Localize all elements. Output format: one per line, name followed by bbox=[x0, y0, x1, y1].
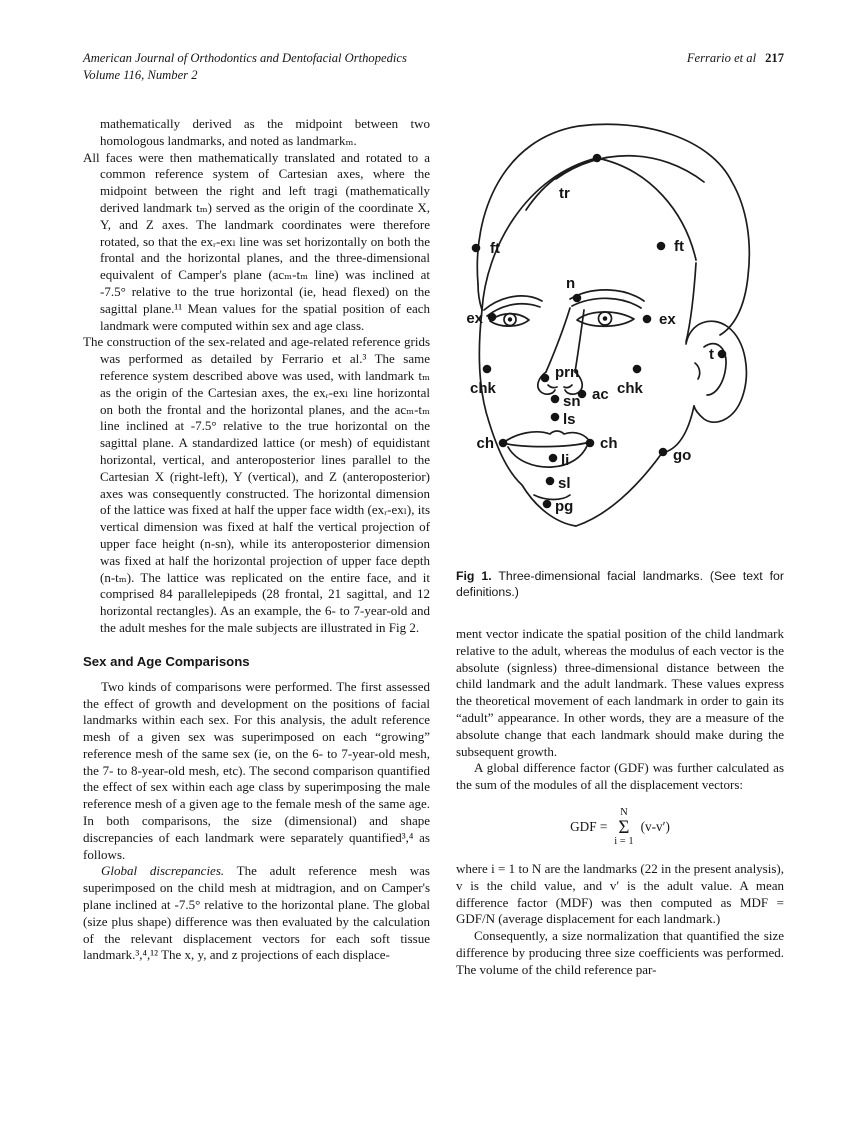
landmark-dot-ch-right bbox=[586, 439, 595, 448]
landmark-dot-go bbox=[659, 448, 668, 457]
right-eyebrow-lower-path bbox=[572, 298, 641, 308]
page-header bbox=[83, 50, 784, 83]
landmark-dot-n bbox=[573, 294, 582, 303]
sigma-lower-limit: i = 1 bbox=[614, 835, 634, 847]
figure-caption-text: Three-dimensional facial landmarks. (See text for definitions.) bbox=[456, 569, 784, 599]
paragraph-global-discrepancies bbox=[83, 863, 430, 964]
landmark-dot-prn bbox=[541, 374, 550, 383]
nose-right-bridge-path bbox=[575, 310, 584, 372]
sigma-notation bbox=[614, 807, 633, 848]
paragraph: where i = 1 to N are the landmarks (22 in the present analysis), v is the child value, and v′ is the adult value. A mean difference factor (MDF) was then computed as MDF = GDF/N (average displacement for each landmark.) bbox=[456, 860, 784, 927]
landmark-label-ls: ls bbox=[563, 411, 576, 428]
face-line-art bbox=[477, 124, 749, 526]
journal-info bbox=[83, 50, 407, 83]
landmark-label-ex-right: ex bbox=[659, 311, 676, 328]
landmark-dot-ch-left bbox=[499, 439, 508, 448]
paragraph: Two kinds of comparisons were performed. The first assessed the effect of growth and development on the positions of facial landmarks within each sex. For this analysis, the adult reference mesh of a given sex was superimposed on each “growing” reference mesh of the same sex (ie, on the 6- to 7-year-old mesh, the 7- to 8-year-old mesh, etc). The second comparison quantified the effect of sex within each age class by superimposing the male reference mesh of a given age to the female mesh of the same age. In both comparisons, the size (dimensional) and shape discrepancies of each landmark were separately quantified³,⁴ as follows. bbox=[83, 678, 430, 862]
page-number: 217 bbox=[765, 51, 784, 65]
paragraph: A global difference factor (GDF) was further calculated as the sum of the modules of all the displacement vectors: bbox=[456, 760, 784, 793]
jaw-right-path bbox=[576, 406, 694, 526]
right-nostril-path bbox=[564, 385, 572, 388]
left-eyebrow-path bbox=[484, 296, 542, 310]
landmark-label-prn: prn bbox=[555, 364, 580, 381]
formula-rhs: (v-v′) bbox=[640, 819, 670, 835]
lower-lip-path bbox=[508, 446, 587, 467]
landmark-dot-li bbox=[549, 454, 558, 463]
facial-landmarks-drawing bbox=[464, 116, 764, 556]
landmark-dot-chk-left bbox=[483, 365, 492, 374]
sigma-upper-limit: N bbox=[620, 806, 628, 818]
landmark-label-tr: tr bbox=[559, 185, 570, 202]
landmark-label-ft-right: ft bbox=[674, 238, 684, 255]
figure-caption bbox=[456, 568, 784, 600]
paragraph: Consequently, a size normalization that quantified the size difference by producing three size coefficients was performed. The volume of the child reference par- bbox=[456, 928, 784, 977]
sigma-symbol: Σ bbox=[618, 816, 630, 838]
gdf-formula bbox=[456, 807, 784, 848]
running-head bbox=[687, 50, 784, 67]
landmark-label-chk-right: chk bbox=[617, 380, 643, 397]
landmark-label-chk-left: chk bbox=[470, 380, 496, 397]
landmark-label-ex-left: ex bbox=[466, 310, 483, 327]
face-left-edge-path bbox=[479, 310, 576, 526]
landmark-dot-tr bbox=[593, 154, 602, 163]
paragraph-rest: The adult reference mesh was superimposed on the child mesh at midtragion, and on Camper's plane inclined at -7.5° relative to the horizontal plane. The global (size plus shape) difference was then evaluated by the calculation of the relevant displacement vectors for each soft tissue landmark.³,⁴,¹² The x, y, and z projections of each displace- bbox=[83, 863, 430, 963]
landmark-label-sl: sl bbox=[558, 475, 571, 492]
landmark-label-ft-left: ft bbox=[490, 240, 500, 257]
hair-left-edge-path bbox=[478, 284, 482, 310]
authors: Ferrario et al bbox=[686, 51, 757, 65]
landmark-label-ac: ac bbox=[592, 386, 609, 403]
landmark-dot-ft-left bbox=[472, 244, 481, 253]
landmark-label-ch-left: ch bbox=[476, 435, 494, 452]
list-item: The construction of the sex-related and age-related reference grids was performed as detailed by Ferrario et al.³ The same reference system described above was used, with landmark tₘ as the origin of the Cartesian axes, the exᵣ-exₗ line horizontal on both the frontal and the horizontal planes, and the acₘ-tₘ line inclined at -7.5° relative to the true horizontal on the sagittal plane. A standardized lattice (or mesh) of equidistant horizontal, vertical, and anteroposterior lines parallel to the Cartesian X (right-left), Y (vertical), and Z (anteroposterior) axes was consequently constructed. The horizontal dimension of the lattice was fixed at half the upper face width (exᵣ-exₗ), its vertical dimension was fixed at half the vertical projection of upper face height (n-sn), while its anteroposterior dimension was fixed at half the horizontal projection of upper face depth (n-tₘ). The lattice was replicated on the entire face, and it comprised 84 parallelepipeds (28 frontal, 21 sagittal, and 12 horizontal rectangles). As an example, the 6- to 7-year-old and the adult meshes for the male subjects are illustrated in Fig 2. bbox=[83, 334, 430, 635]
ear-tragus-path bbox=[695, 363, 700, 379]
right-column bbox=[456, 116, 784, 979]
section-heading: Sex and Age Comparisons bbox=[83, 653, 250, 669]
landmark-dot-chk-right bbox=[633, 365, 642, 374]
left-nostril-path bbox=[548, 385, 557, 388]
landmark-dot-ft-right bbox=[657, 242, 666, 251]
nose-left-bridge-path bbox=[546, 308, 570, 372]
paragraph-lead-italic: Global discrepancies. bbox=[101, 863, 225, 879]
landmark-label-sn: sn bbox=[563, 393, 581, 410]
hairline-path bbox=[482, 158, 696, 310]
formula-lhs: GDF = bbox=[570, 819, 608, 835]
figure-1 bbox=[456, 116, 784, 600]
landmark-label-li: li bbox=[561, 452, 570, 469]
right-eyebrow-path bbox=[570, 290, 644, 301]
hair-sweep2-path bbox=[526, 158, 597, 210]
figure-caption-label: Fig 1. bbox=[456, 569, 492, 583]
landmark-label-go: go bbox=[673, 447, 692, 464]
pupil-right bbox=[603, 316, 608, 321]
landmark-label-t: t bbox=[709, 346, 714, 363]
landmark-dot-t bbox=[718, 350, 727, 359]
landmark-dot-ls bbox=[551, 413, 560, 422]
landmark-label-pg: pg bbox=[555, 498, 574, 515]
left-column bbox=[83, 116, 430, 964]
ear-outline-path bbox=[686, 321, 746, 422]
landmark-dot-ex-left bbox=[488, 313, 497, 322]
landmark-dot-pg bbox=[543, 500, 552, 509]
paragraph: ment vector indicate the spatial position of the child landmark relative to the adult, whereas the modulus of each vector is the absolute (signless) three-dimensional distance between the child landmark and the adult landmark. These values express the theoretical movement of each landmark in order to gain its “adult” appearance. In other words, they are a measure of the absolute change that each landmark should make during the subsequent growth. bbox=[456, 626, 784, 759]
pupil-left bbox=[508, 317, 512, 321]
hair-sweep-path bbox=[556, 156, 704, 182]
upper-lip-path bbox=[503, 431, 590, 443]
lip-closure-path bbox=[503, 442, 590, 447]
list-item-continuation: mathematically derived as the midpoint between two homologous landmarks, and noted as landmarkₘ. bbox=[100, 116, 430, 148]
landmark-label-ch-right: ch bbox=[600, 435, 618, 452]
landmark-dot-sn bbox=[551, 395, 560, 404]
journal-volume: Volume 116, Number 2 bbox=[83, 67, 198, 82]
journal-title: American Journal of Orthodontics and Dentofacial Orthopedics bbox=[83, 51, 407, 65]
landmark-dot-ex-right bbox=[643, 315, 652, 324]
list-item: All faces were then mathematically translated and rotated to a common reference system of Cartesian axes, where the midpoint between the right and left tragi (mathematically derived landmark tₘ) served as the origin of the coordinate X, Y, and Z axes. The landmark coordinates were therefore rotated, so that the exᵣ-exₗ line was set horizontally on both the frontal and the horizontal planes, and the three-dimensional equivalent of Camper's plane (acₘ-tₘ line) was inclined at -7.5° relative to the true horizontal (ie, head flexed) on the sagittal plane.¹¹ Mean values for the spatial position of each landmark were computed within sex and age class. bbox=[83, 149, 430, 333]
landmark-label-n: n bbox=[566, 275, 576, 292]
landmark-dot-sl bbox=[546, 477, 555, 486]
